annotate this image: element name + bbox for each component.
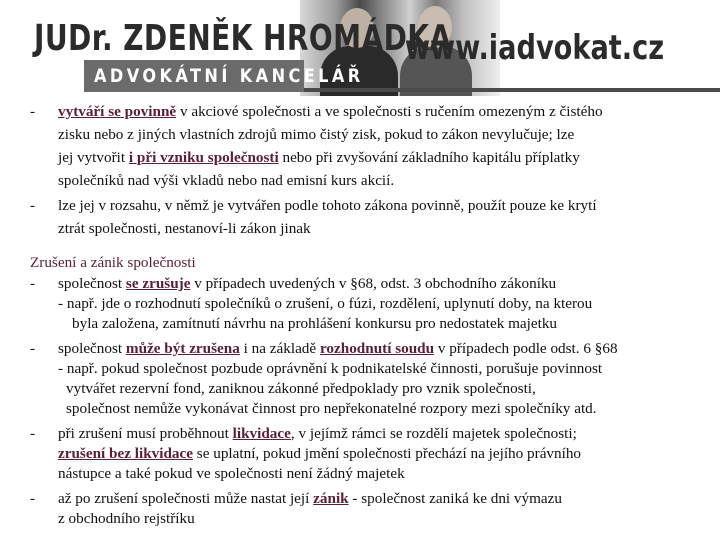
bullet-dash: -	[30, 103, 36, 120]
text-span: v případech uvedených v §68, odst. 3 obchodního zákoníku	[190, 275, 557, 292]
text-line	[58, 146, 580, 169]
link-likvidace[interactable]: likvidace	[232, 425, 291, 442]
link-vytvari-se-povinne[interactable]: vytváří se povinně	[58, 103, 177, 120]
text-span: i na základě	[239, 340, 320, 357]
text-line: lze jej v rozsahu, v němž je vytvářen podle tohoto zákona povinně, použít pouze ke krytí	[58, 197, 597, 214]
text-line: byla založena, zamítnutí návrhu na prohlášení konkursu pro nedostatek majetku	[72, 315, 558, 332]
bullet-dash: -	[30, 340, 36, 357]
bullet-dash: -	[30, 490, 36, 507]
text-span: v případech podle odst. 6 §68	[434, 340, 618, 357]
link-pri-vzniku[interactable]: i při vzniku společnosti	[128, 149, 279, 166]
section-heading: Zrušení a zánik společnosti	[30, 254, 196, 271]
text-span: společnost	[58, 340, 126, 357]
text-line	[58, 100, 603, 123]
bullet-dash: -	[30, 425, 36, 442]
text-line: společníků nad výši vkladů nebo nad emisní kurs akcií.	[58, 172, 395, 189]
bullet-dash: -	[30, 275, 36, 292]
text-span: jej vytvořit	[58, 149, 129, 166]
text-line: - např. jde o rozhodnutí společníků o zrušení, o fúzi, rozdělení, uplynutí doby, na kterou	[58, 295, 593, 312]
text-span: nebo při zvyšování základního kapitálu příplatky	[278, 149, 580, 166]
header-banner	[0, 0, 720, 96]
header-rule	[300, 88, 720, 92]
link-rozhodnuti-soudu[interactable]: rozhodnutí soudu	[319, 340, 435, 357]
website-url[interactable]: www.iadvokat.cz	[404, 28, 664, 68]
text-span: až po zrušení společnosti může nastat její	[58, 490, 314, 507]
brand-name: JUDr. ZDENĚK HROMÁDKA	[34, 18, 452, 59]
text-line: z obchodního rejstříku	[58, 510, 195, 527]
text-line: nástupce a také pokud ve společnosti není žádný majetek	[58, 465, 405, 482]
text-line: ztrát společnosti, nestanoví-li zákon jinak	[58, 220, 311, 237]
link-se-zrusuje[interactable]: se zrušuje	[125, 275, 191, 292]
link-zanik[interactable]: zánik	[313, 490, 349, 507]
text-span: při zrušení musí proběhnout	[58, 425, 233, 442]
text-line: společnost nemůže vykonávat činnost pro nepřekonatelné rozpory mezi společníky atd.	[66, 400, 597, 417]
text-line: - např. pokud společnost pozbude oprávnění k podnikatelské činnosti, porušuje povinnost	[58, 360, 603, 377]
link-muze-byt-zrusena[interactable]: může být zrušena	[125, 340, 240, 357]
link-zruseni-bez-likvidace[interactable]: zrušení bez likvidace	[58, 445, 193, 462]
subtitle-text: ADVOKÁTNÍ KANCELÁŘ	[94, 65, 364, 87]
text-span: společnost	[58, 275, 126, 292]
bullet-dash: -	[30, 197, 36, 214]
text-line: vytvářet rezervní fond, zaniknou zákonné předpoklady pro vznik společnosti,	[66, 380, 536, 397]
text-span: se uplatní, pokud jmění společnosti přechází na jejího právního	[193, 445, 582, 462]
text-line: zisku nebo z jiných vlastních zdrojů mimo čistý zisk, pokud to zákon nevylučuje; lze	[58, 126, 575, 143]
text-span: , v jejímž rámci se rozdělí majetek společnosti;	[290, 425, 577, 442]
text-span: v akciové společnosti a ve společnosti s ručením omezeným z čistého	[176, 103, 603, 120]
text-span: - společnost zaniká ke dni výmazu	[348, 490, 563, 507]
